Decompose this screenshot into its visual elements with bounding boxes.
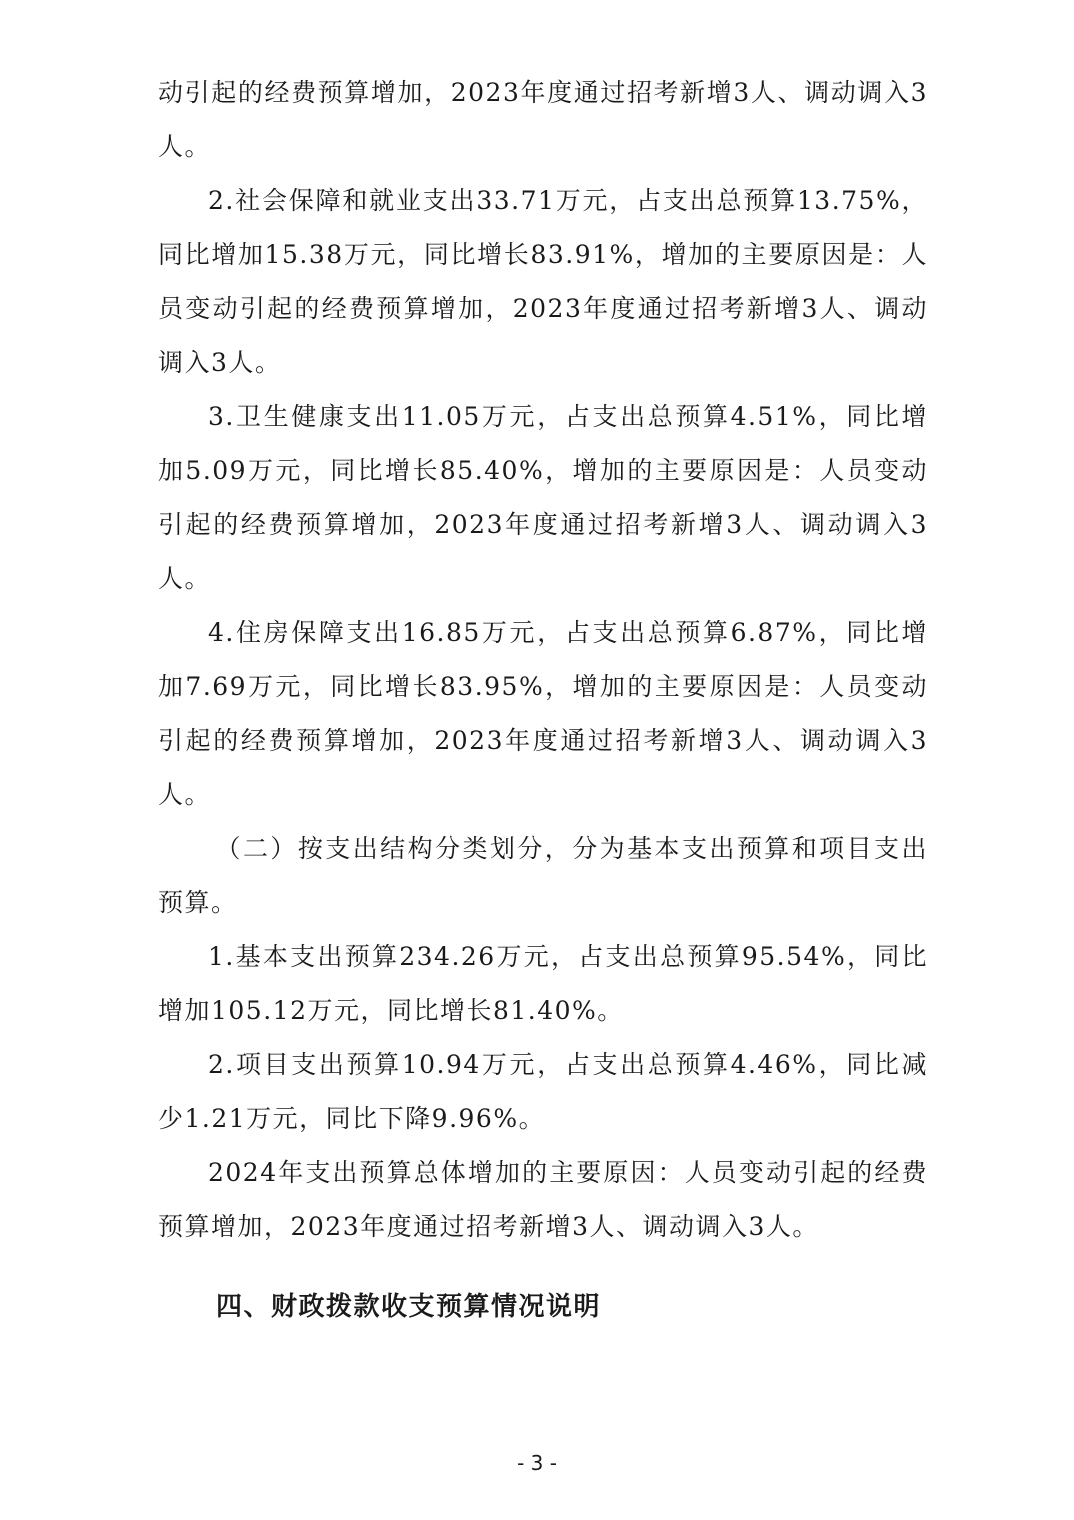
paragraph-housing: 4.住房保障支出16.85万元，占支出总预算6.87%，同比增加7.69万元，同比增长83.95%，增加的主要原因是：人员变动引起的经费预算增加，2023年度通过招考新增3人、调动调入3人。 bbox=[158, 618, 928, 809]
document-body bbox=[158, 66, 928, 1334]
paragraph-overall-increase: 2024年支出预算总体增加的主要原因：人员变动引起的经费预算增加，2023年度通过招考新增3人、调动调入3人。 bbox=[158, 1158, 928, 1241]
paragraph-social-security: 2.社会保障和就业支出33.71万元，占支出总预算13.75%，同比增加15.38万元，同比增长83.91%，增加的主要原因是：人员变动引起的经费预算增加，2023年度通过招考新增3人、调动调入3人。 bbox=[158, 186, 928, 377]
paragraph-project-expenditure: 2.项目支出预算10.94万元，占支出总预算4.46%，同比减少1.21万元，同比下降9.96%。 bbox=[158, 1050, 928, 1133]
paragraph-continuation: 动引起的经费预算增加，2023年度通过招考新增3人、调动调入3人。 bbox=[158, 78, 928, 161]
section-heading: 四、财政拨款收支预算情况说明 bbox=[216, 1292, 602, 1322]
page-number: - 3 - bbox=[517, 1451, 557, 1475]
paragraph-basic-expenditure: 1.基本支出预算234.26万元，占支出总预算95.54%，同比增加105.12万元，同比增长81.40%。 bbox=[158, 942, 928, 1025]
paragraph-structure-classification: （二）按支出结构分类划分，分为基本支出预算和项目支出预算。 bbox=[158, 834, 928, 917]
paragraph-health: 3.卫生健康支出11.05万元，占支出总预算4.51%，同比增加5.09万元，同比增长85.40%，增加的主要原因是：人员变动引起的经费预算增加，2023年度通过招考新增3人、调动调入3人。 bbox=[158, 402, 928, 593]
